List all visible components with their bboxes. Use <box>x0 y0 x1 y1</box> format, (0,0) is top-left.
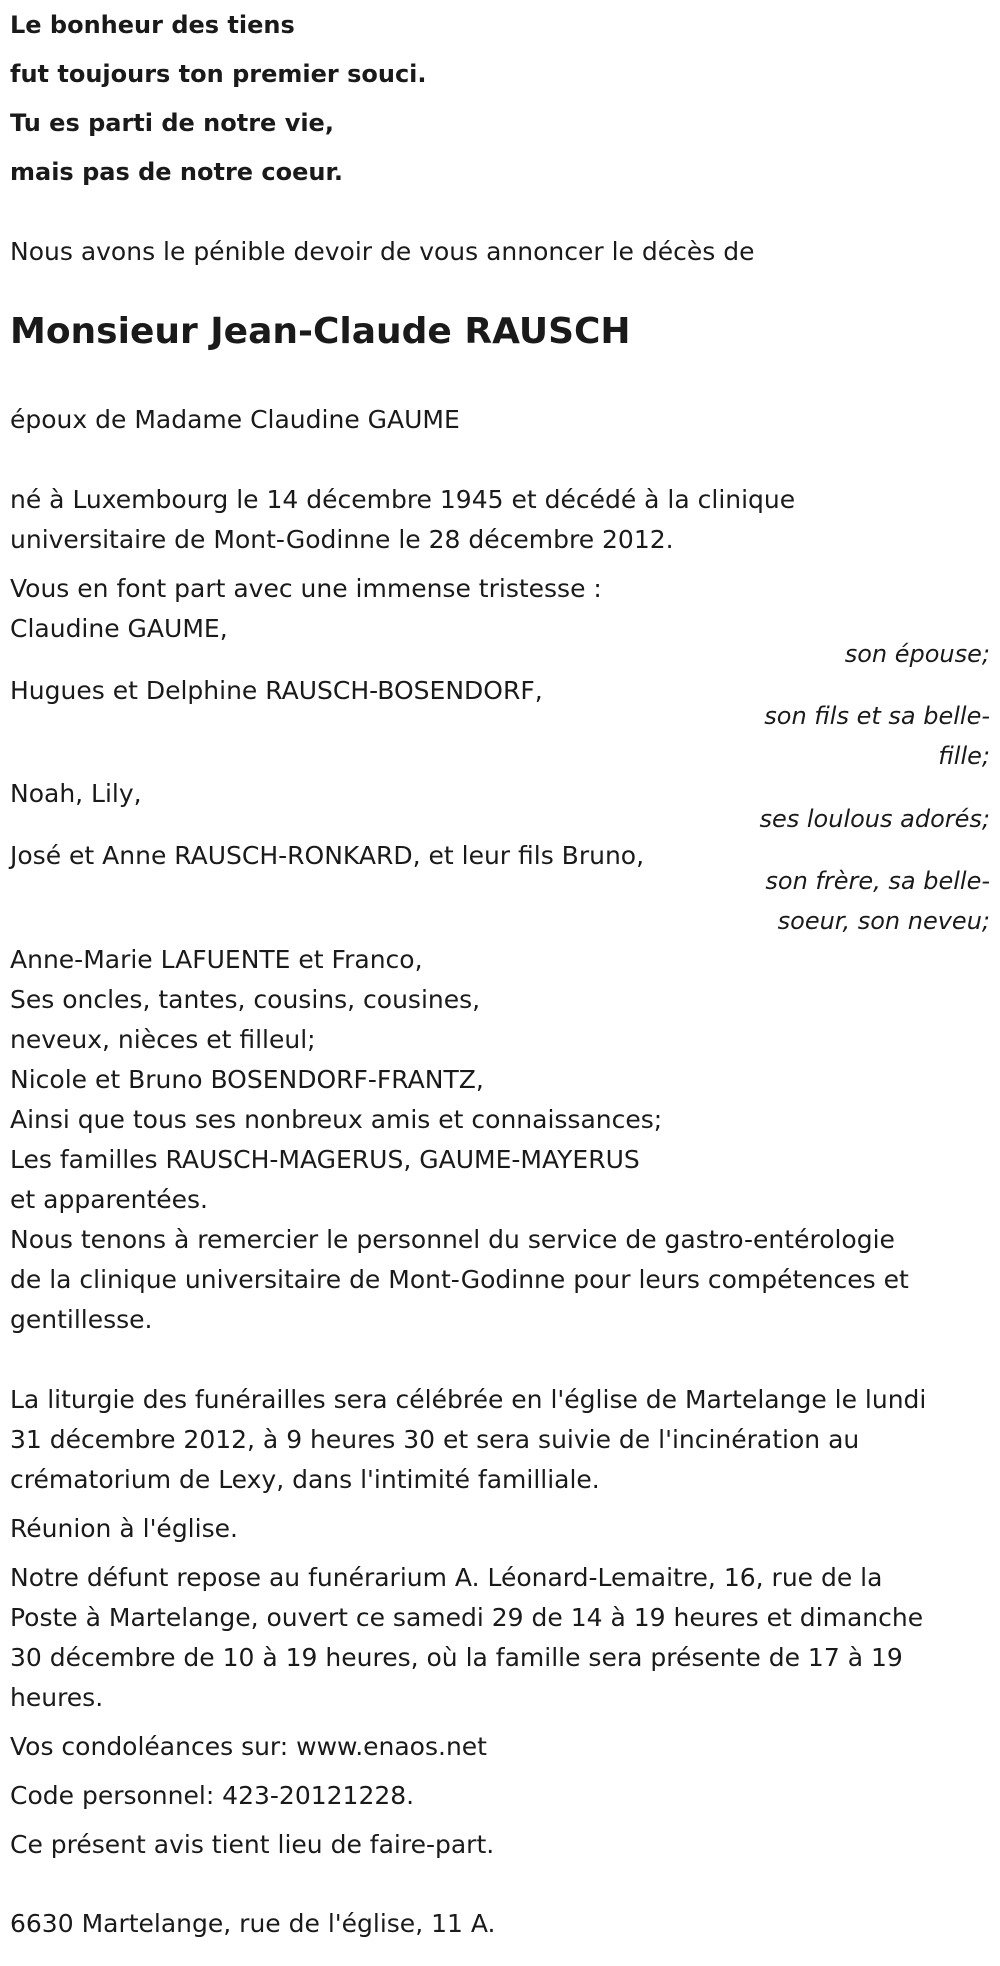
others-line: Ses oncles, tantes, cousins, cousines, <box>10 985 481 1014</box>
family-member-name: Noah, Lily, <box>10 779 142 808</box>
spouse-line: époux de Madame Claudine GAUME <box>10 405 460 434</box>
deceased-name: Monsieur Jean-Claude RAUSCH <box>10 311 631 352</box>
poem-line: mais pas de notre coeur. <box>10 158 344 186</box>
intro-text: Nous avons le pénible devoir de vous annoncer le décès de <box>10 237 755 266</box>
others-line: neveux, nièces et filleul; <box>10 1025 316 1054</box>
others-line: gentillesse. <box>10 1305 153 1334</box>
funerarium-line: Notre défunt repose au funérarium A. Léonard-Lemaitre, 16, rue de la <box>10 1563 883 1592</box>
others-line: Ainsi que tous ses nonbreux amis et connaissances; <box>10 1105 663 1134</box>
condolences-text: Vos condoléances sur: www.enaos.net <box>10 1732 487 1761</box>
poem-line: Tu es parti de notre vie, <box>10 109 334 137</box>
family-member-relation <box>764 696 990 776</box>
family-member-name: Hugues et Delphine RAUSCH-BOSENDORF, <box>10 676 543 705</box>
relation-line: fille; <box>938 742 990 770</box>
family-member-relation <box>759 799 990 839</box>
family-member-name: José et Anne RAUSCH-RONKARD, et leur fils Bruno, <box>10 841 645 870</box>
announce-text: Vous en font part avec une immense tristesse : <box>10 574 602 603</box>
funerarium-line: 30 décembre de 10 à 19 heures, où la famille sera présente de 17 à 19 <box>10 1643 903 1672</box>
relation-line: son fils et sa belle- <box>764 702 990 730</box>
personal-code: Code personnel: 423-20121228. <box>10 1781 415 1810</box>
birth-death-line: né à Luxembourg le 14 décembre 1945 et décédé à la clinique <box>10 485 796 514</box>
others-line: Nicole et Bruno BOSENDORF-FRANTZ, <box>10 1065 484 1094</box>
notice-text: Ce présent avis tient lieu de faire-part. <box>10 1830 495 1859</box>
birth-death-line: universitaire de Mont-Godinne le 28 décembre 2012. <box>10 525 674 554</box>
others-line: et apparentées. <box>10 1185 208 1214</box>
relation-line: soeur, son neveu; <box>777 907 990 935</box>
others-line: Nous tenons à remercier le personnel du service de gastro-entérologie <box>10 1225 895 1254</box>
address-text: 6630 Martelange, rue de l'église, 11 A. <box>10 1909 496 1938</box>
relation-line: son épouse; <box>844 640 990 668</box>
reunion-text: Réunion à l'église. <box>10 1514 238 1543</box>
family-member-name: Claudine GAUME, <box>10 614 228 643</box>
family-member-relation <box>765 861 990 941</box>
liturgy-line: crématorium de Lexy, dans l'intimité familliale. <box>10 1465 600 1494</box>
poem-line: Le bonheur des tiens <box>10 11 295 39</box>
others-line: Anne-Marie LAFUENTE et Franco, <box>10 945 423 974</box>
liturgy-line: La liturgie des funérailles sera célébrée en l'église de Martelange le lundi <box>10 1385 927 1414</box>
others-line: Les familles RAUSCH-MAGERUS, GAUME-MAYERUS <box>10 1145 640 1174</box>
liturgy-line: 31 décembre 2012, à 9 heures 30 et sera suivie de l'incinération au <box>10 1425 860 1454</box>
poem-line: fut toujours ton premier souci. <box>10 60 427 88</box>
family-member-relation <box>845 634 990 674</box>
relation-line: ses loulous adorés; <box>759 805 990 833</box>
others-line: de la clinique universitaire de Mont-Godinne pour leurs compétences et <box>10 1265 909 1294</box>
funerarium-line: Poste à Martelange, ouvert ce samedi 29 de 14 à 19 heures et dimanche <box>10 1603 924 1632</box>
funerarium-line: heures. <box>10 1683 104 1712</box>
relation-line: son frère, sa belle- <box>765 867 990 895</box>
